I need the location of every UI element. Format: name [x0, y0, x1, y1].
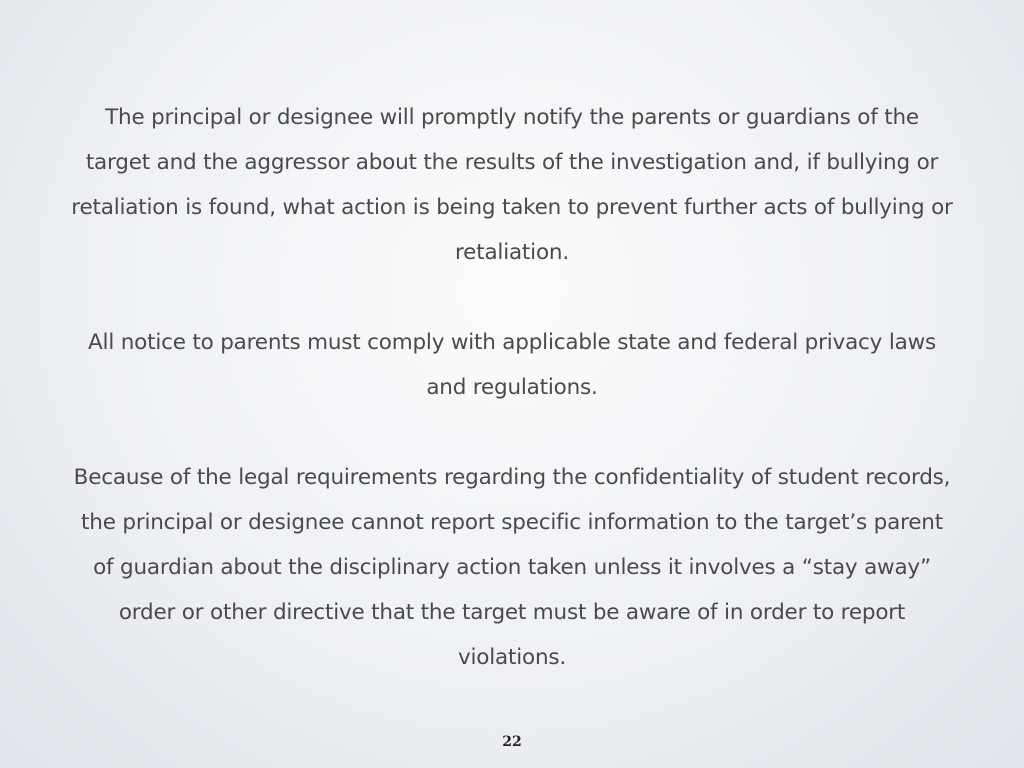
paragraph-confidentiality: Because of the legal requirements regarding the confidentiality of student records, the principal or designee cannot report specific information to the target’s parent of guardian about the disciplinary action taken unless it involves a “stay away” order or other directive that the target must be aware of in order to report violations. — [73, 465, 951, 670]
slide-body — [70, 95, 954, 680]
page-number: 22 — [502, 734, 522, 750]
paragraph-parent-notification: The principal or designee will promptly notify the parents or guardians of the target and the aggressor about the results of the investigation and, if bullying or retaliation is found, what action is being taken to prevent further acts of bullying or retaliation. — [71, 105, 953, 265]
paragraph-privacy-compliance: All notice to parents must comply with applicable state and federal privacy laws and regulations. — [88, 330, 936, 400]
